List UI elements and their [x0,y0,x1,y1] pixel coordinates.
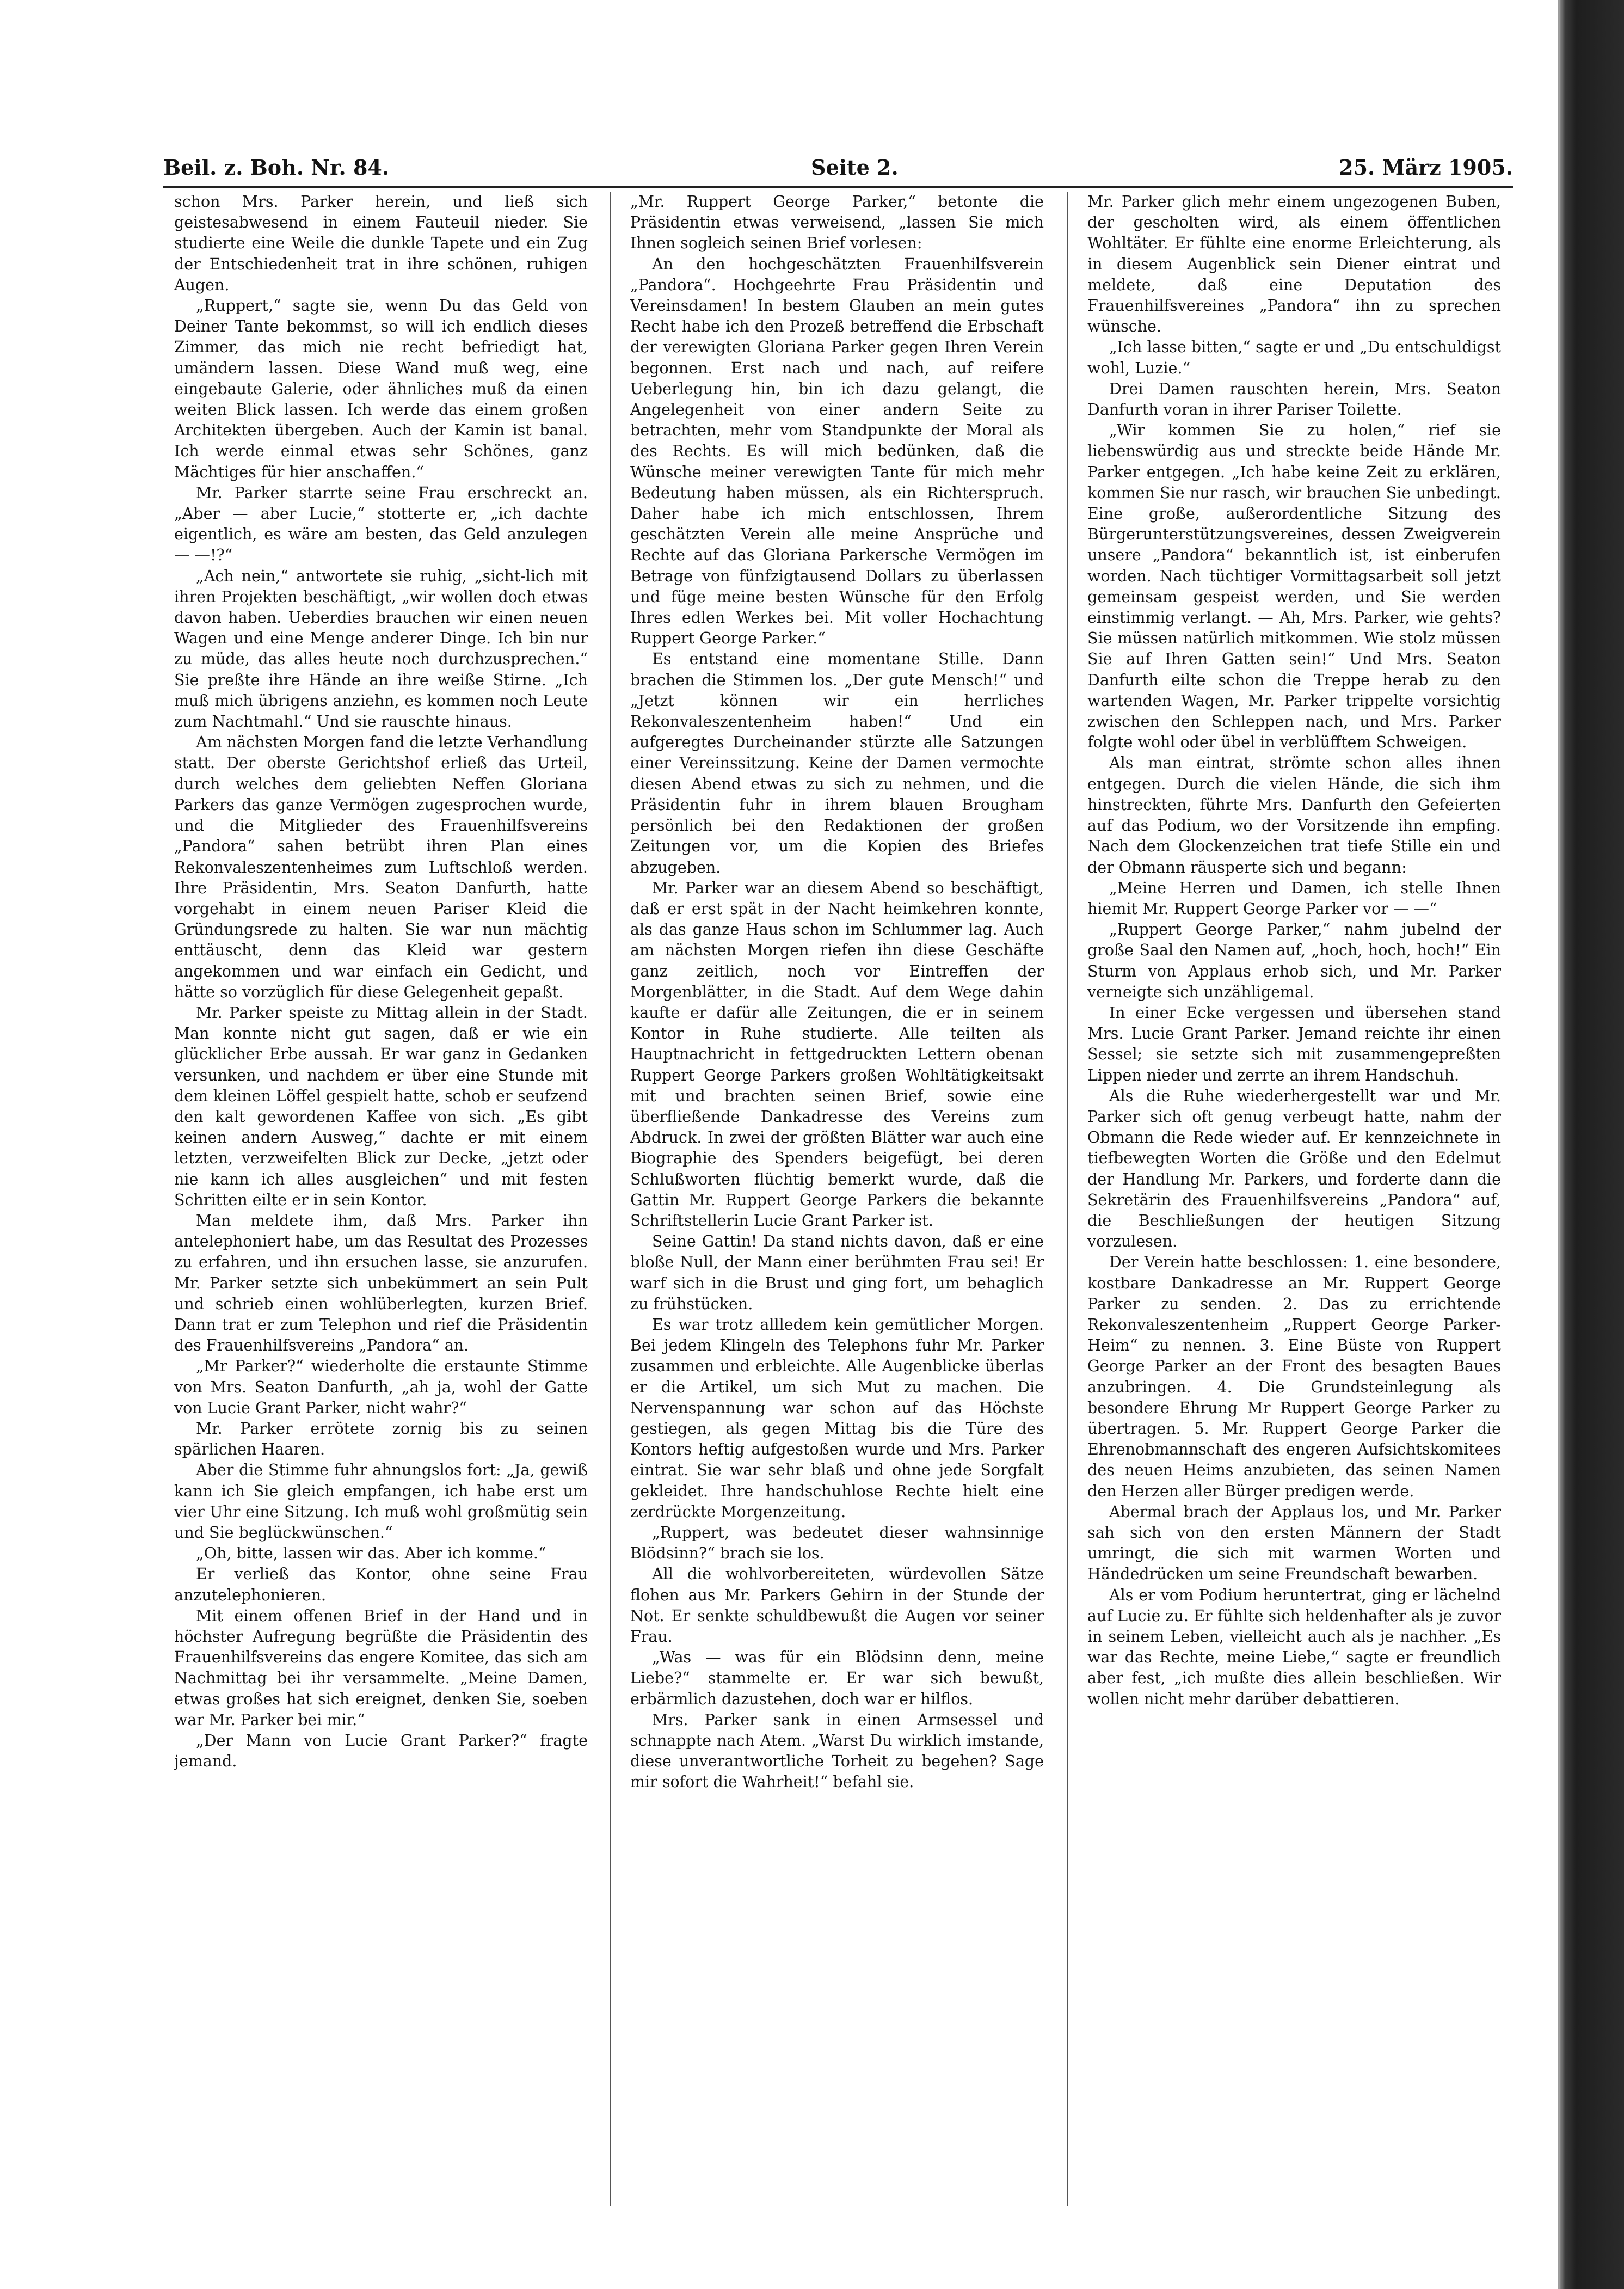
scan-border [1560,0,1624,2289]
paragraph: Mr. Parker starrte seine Frau erschreckt an. „Aber — aber Lucie,“ stotterte er, „ich dachte eigentlich, es wäre am besten, das Geld anzulegen — —!?“ [174,483,588,564]
paragraph: Mit einem offenen Brief in der Hand und in höchster Aufregung begrüßte die Präsidentin des Frauenhilfsvereins das engere Komitee, das sich am Nachmittag bei ihr versammelte. „Meine Damen, etwas großes hat sich ereignet, denken Sie, soeben war Mr. Parker bei mir.“ [174,1606,588,1729]
paragraph: „Mr Parker?“ wiederholte die erstaunte Stimme von Mrs. Seaton Danfurth, „ah ja, wohl der Gatte von Lucie Grant Parker, nicht wahr?“ [174,1357,588,1417]
column-divider [1067,192,1068,2206]
paragraph: „Ach nein,“ antwortete sie ruhig, „sicht-lich mit ihren Projekten beschäftigt, „wir wollen doch etwas davon haben. Ueberdies brauchen wir einen neuen Wagen und eine Menge anderer Dinge. Ich bin nur zu müde, das alles heute noch durchzusprechen.“ Sie preßte ihre Hände an ihre weiße Stirne. „Ich muß mich übrigens anziehn, es kommen noch Leute zum Nachtmahl.“ Und sie rauschte hinaus. [174,567,588,731]
page-header [163,155,1513,188]
paragraph: All die wohlvorbereiteten, würdevollen Sätze flohen aus Mr. Parkers Gehirn in der Stunde der Not. Er senkte schuldbewußt die Augen vor seiner Frau. [630,1565,1044,1646]
paragraph: Der Verein hatte beschlossen: 1. eine besondere, kostbare Dankadresse an Mr. Ruppert George Parker zu senden. 2. Das zu errichtende Rekonvaleszentenheim „Ruppert George Parker-Heim“ zu nennen. 3. Eine Büste von Ruppert George Parker an der Front des besagten Baues anzubringen. 4. Die Grundsteinlegung als besondere Ehrung Mr Ruppert George Parker zu übertragen. 5. Mr. Ruppert George Parker die Ehrenobmannschaft des engeren Aufsichtskomitees des neuen Heims anzubieten, das seinen Namen den Herzen aller Bürger predigen werde. [1087,1253,1501,1500]
header-rule [163,186,1513,188]
text-column-1 [174,192,588,2206]
paragraph: Mr. Parker speiste zu Mittag allein in der Stadt. Man konnte nicht gut sagen, daß er wie ein glücklicher Erbe aussah. Er war ganz in Gedanken versunken, und nachdem er über eine Stunde mit dem kleinen Löffel gespielt hatte, schob er seufzend den kalt gewordenen Kaffee von sich. „Es gibt keinen andern Ausweg,“ dachte er mit einem letzten, verzweifelten Blick zur Decke, „jetzt oder nie kann ich alles ausgleichen“ und mit festen Schritten eilte er in sein Kontor. [174,1003,588,1209]
paragraph: Es war trotz allledem kein gemütlicher Morgen. Bei jedem Klingeln des Telephons fuhr Mr. Parker zusammen und erbleichte. Alle Augenblicke überlas er die Artikel, um sich Mut zu machen. Die Nervenspannung war schon auf das Höchste gestiegen, als gegen Mittag bis die Türe des Kontors heftig aufgestoßen wurde und Mrs. Parker eintrat. Sie war sehr blaß und ohne jede Sorgfalt gekleidet. Ihre handschuhlose Rechte hielt eine zerdrückte Morgenzeitung. [630,1315,1044,1521]
paragraph: schon Mrs. Parker herein, und ließ sich geistesabwesend in einem Fauteuil nieder. Sie studierte eine Weile die dunkle Tapete und ein Zug der Entschiedenheit trat in ihre schönen, ruhigen Augen. [174,193,588,294]
paragraph: In einer Ecke vergessen und übersehen stand Mrs. Lucie Grant Parker. Jemand reichte ihr einen Sessel; sie setzte sich mit zusammengepreßten Lippen nieder und zerrte an ihrem Handschuh. [1087,1003,1501,1084]
paragraph: Mr. Parker glich mehr einem ungezogenen Buben, der gescholten wird, als einem öffentlichen Wohltäter. Er fühlte eine enorme Erleichterung, als in diesem Augenblick sein Diener eintrat und meldete, daß eine Deputation des Frauenhilfsvereines „Pandora“ ihn zu sprechen wünsche. [1087,193,1501,336]
paragraph: Als die Ruhe wiederhergestellt war und Mr. Parker sich oft genug verbeugt hatte, nahm der Obmann die Rede wieder auf. Er kennzeichnete in tiefbewegten Worten die Größe und den Edelmut der Handlung Mr. Parkers, und forderte dann die Sekretärin des Frauenhilfsvereins „Pandora“ auf, die Beschließungen der heutigen Sitzung vorzulesen. [1087,1087,1501,1251]
paragraph: An den hochgeschätzten Frauenhilfsverein „Pandora“. Hochgeehrte Frau Präsidentin und Vereinsdamen! In bestem Glauben an mein gutes Recht habe ich den Prozeß betreffend die Erbschaft der verewigten Gloriana Parker gegen Ihren Verein begonnen. Erst nach und nach, auf reifere Ueberlegung hin, bin ich dazu gelangt, die Angelegenheit von einer andern Seite zu betrachten, mehr vom Standpunkte der Moral als des Rechts. Es will mich bedünken, daß die Wünsche meiner verewigten Tante für mich mehr Bedeutung haben müssen, als ein Richterspruch. Daher habe ich mich entschlossen, Ihrem geschätzten Verein alle meine Ansprüche und Rechte auf das Gloriana Parkersche Vermögen im Betrage von fünfzigtausend Dollars zu überlassen und füge meine besten Wünsche für den Erfolg Ihres edlen Werkes bei. Mit voller Hochachtung Ruppert George Parker.“ [630,255,1044,648]
paragraph: Abermal brach der Applaus los, und Mr. Parker sah sich von den ersten Männern der Stadt umringt, die sich mit warmen Worten und Händedrücken um seine Freundschaft bewarben. [1087,1502,1501,1584]
paragraph: „Wir kommen Sie zu holen,“ rief sie liebenswürdig aus und streckte beide Hände Mr. Parker entgegen. „Ich habe keine Zeit zu erklären, kommen Sie nur rasch, wir brauchen Sie unbedingt. Eine große, außerordentliche Sitzung des Bürgerunterstützungsvereines, dessen Zweigverein unsere „Pandora“ bekanntlich ist, ist einberufen worden. Nach tüchtiger Vormittagsarbeit soll jetzt gemeinsam gespeist werden, und Sie werden einstimmig verlangt. — Ah, Mrs. Parker, wie gehts? Sie müssen natürlich mitkommen. Wie stolz müssen Sie auf Ihren Gatten sein!“ Und Mrs. Seaton Danfurth eilte schon die Treppe herab zu den wartenden Wagen, Mr. Parker trippelte vorsichtig zwischen den Schleppen nach, und Mrs. Parker folgte wohl oder übel in verblüfftem Schweigen. [1087,421,1501,752]
paragraph: „Ruppert,“ sagte sie, wenn Du das Geld von Deiner Tante bekommst, so will ich endlich dieses Zimmer, das mich nie recht befriedigt hat, umändern lassen. Diese Wand muß weg, eine eingebaute Galerie, oder ähnliches muß da einen weiten Blick lassen. Ich werde das einem großen Architekten übergeben. Auch der Kamin ist banal. Ich werde einmal etwas sehr Schönes, ganz Mächtiges für hier anschaffen.“ [174,297,588,481]
issue-date: 25. März 1905. [1339,155,1513,180]
paragraph: „Ruppert, was bedeutet dieser wahnsinnige Blödsinn?“ brach sie los. [630,1524,1044,1563]
paragraph: Als er vom Podium heruntertrat, ging er lächelnd auf Lucie zu. Er fühlte sich heldenhafter als je zuvor in seinem Leben, vielleicht auch als je nachher. „Es war das Rechte, meine Liebe,“ sagte er freundlich aber fest, „ich mußte dies allein beschließen. Wir wollen nicht mehr darüber debattieren. [1087,1586,1501,1708]
paragraph: Seine Gattin! Da stand nichts davon, daß er eine bloße Null, der Mann einer berühmten Frau sei! Er warf sich in die Brust und ging fort, um behaglich zu frühstücken. [630,1232,1044,1313]
paragraph: Aber die Stimme fuhr ahnungslos fort: „Ja, gewiß kann ich Sie gleich empfangen, ich habe erst um vier Uhr eine Sitzung. Ich muß wohl großmütig sein und Sie beglückwünschen.“ [174,1461,588,1542]
paragraph: Mrs. Parker sank in einen Armsessel und schnappte nach Atem. „Warst Du wirklich imstande, diese unverantwortliche Torheit zu begehen? Sage mir sofort die Wahrheit!“ befahl sie. [630,1710,1044,1791]
paragraph: „Was — was für ein Blödsinn denn, meine Liebe?“ stammelte er. Er war sich bewußt, erbärmlich dazustehen, doch war er hilflos. [630,1648,1044,1708]
paragraph: „Meine Herren und Damen, ich stelle Ihnen hiemit Mr. Ruppert George Parker vor — —“ [1087,879,1501,918]
paragraph: Mr. Parker war an diesem Abend so beschäftigt, daß er erst spät in der Nacht heimkehren konnte, als das ganze Haus schon im Schlummer lag. Auch am nächsten Morgen riefen ihn diese Geschäfte ganz zeitlich, noch vor Eintreffen der Morgenblätter, in die Stadt. Auf dem Wege dahin kaufte er dafür alle Zeitungen, die er in seinem Kontor in Ruhe studierte. Alle teilten als Hauptnachricht in fettgedruckten Lettern obenan Ruppert George Parkers großen Wohltätigkeitsakt mit und brachten seinen Brief, sowie eine überfließende Dankadresse des Vereins zum Abdruck. In zwei der größten Blätter war auch eine Biographie des Spenders beigefügt, bei deren Schlußworten flüchtig bemerkt wurde, daß die Gattin Mr. Ruppert George Parkers die bekannte Schriftstellerin Lucie Grant Parker ist. [630,879,1044,1230]
supplement-number: Beil. z. Boh. Nr. 84. [163,155,390,180]
paragraph: „Oh, bitte, lassen wir das. Aber ich komme.“ [196,1544,546,1563]
text-column-2 [630,192,1044,2206]
paragraph: Mr. Parker errötete zornig bis zu seinen spärlichen Haaren. [174,1419,588,1459]
paragraph: Als man eintrat, strömte schon alles ihnen entgegen. Durch die vielen Hände, die sich ihm hinstreckten, führte Mrs. Danfurth den Gefeierten auf das Podium, wo der Vorsitzende ihn empfing. Nach dem Glockenzeichen trat tiefe Stille ein und der Obmann räusperte sich und begann: [1087,754,1501,876]
page-number: Seite 2. [811,155,899,180]
paragraph: Man meldete ihm, daß Mrs. Parker ihn antelephoniert habe, um das Resultat des Prozesses zu erfahren, und ihn ersuchen lasse, sie anzurufen. Mr. Parker setzte sich unbekümmert an sein Pult und schrieb einen wohlüberlegten, kurzen Brief. Dann trat er zum Telephon und rief die Präsidentin des Frauenhilfsvereins „Pandora“ an. [174,1211,588,1355]
paragraph: „Ruppert George Parker,“ nahm jubelnd der große Saal den Namen auf, „hoch, hoch, hoch!“ Ein Sturm von Applaus erhob sich, und Mr. Parker verneigte sich unzähligemal. [1087,920,1501,1001]
paragraph: „Der Mann von Lucie Grant Parker?“ fragte jemand. [174,1732,588,1771]
paragraph: „Mr. Ruppert George Parker,“ betonte die Präsidentin etwas verweisend, „lassen Sie mich Ihnen sogleich seinen Brief vorlesen: [630,193,1044,253]
paragraph: Es entstand eine momentane Stille. Dann brachen die Stimmen los. „Der gute Mensch!“ und „Jetzt können wir ein herrliches Rekonvaleszentenheim haben!“ Und ein aufgeregtes Durcheinander stürzte alle Satzungen einer Vereinssitzung. Keine der Damen vermochte diesen Abend etwas zu sich zu nehmen, und die Präsidentin fuhr in ihrem blauen Brougham persönlich bei den Redaktionen der großen Zeitungen vor, um die Kopien des Briefes abzugeben. [630,650,1044,876]
column-divider [610,192,611,2206]
paragraph: Er verließ das Kontor, ohne seine Frau anzutelephonieren. [174,1565,588,1604]
paragraph: Am nächsten Morgen fand die letzte Verhandlung statt. Der oberste Gerichtshof erließ das Urteil, durch welches dem geliebten Neffen Gloriana Parkers das ganze Vermögen zugesprochen wurde, und die Mitglieder des Frauenhilfsvereins „Pandora“ sahen betrübt ihren Plan eines Rekonvaleszentenheimes zum Luftschloß werden. Ihre Präsidentin, Mrs. Seaton Danfurth, hatte vorgehabt in einem neuen Pariser Kleid die Gründungsrede zu halten. Sie war nun mächtig enttäuscht, denn das Kleid war gestern angekommen und war einfach ein Gedicht, und hätte so vorzüglich für diese Gelegenheit gepaßt. [174,733,588,1001]
paragraph: „Ich lasse bitten,“ sagte er und „Du entschuldigst wohl, Luzie.“ [1087,338,1501,377]
paragraph: Drei Damen rauschten herein, Mrs. Seaton Danfurth voran in ihrer Pariser Toilette. [1087,379,1501,419]
text-column-3 [1087,192,1501,2206]
